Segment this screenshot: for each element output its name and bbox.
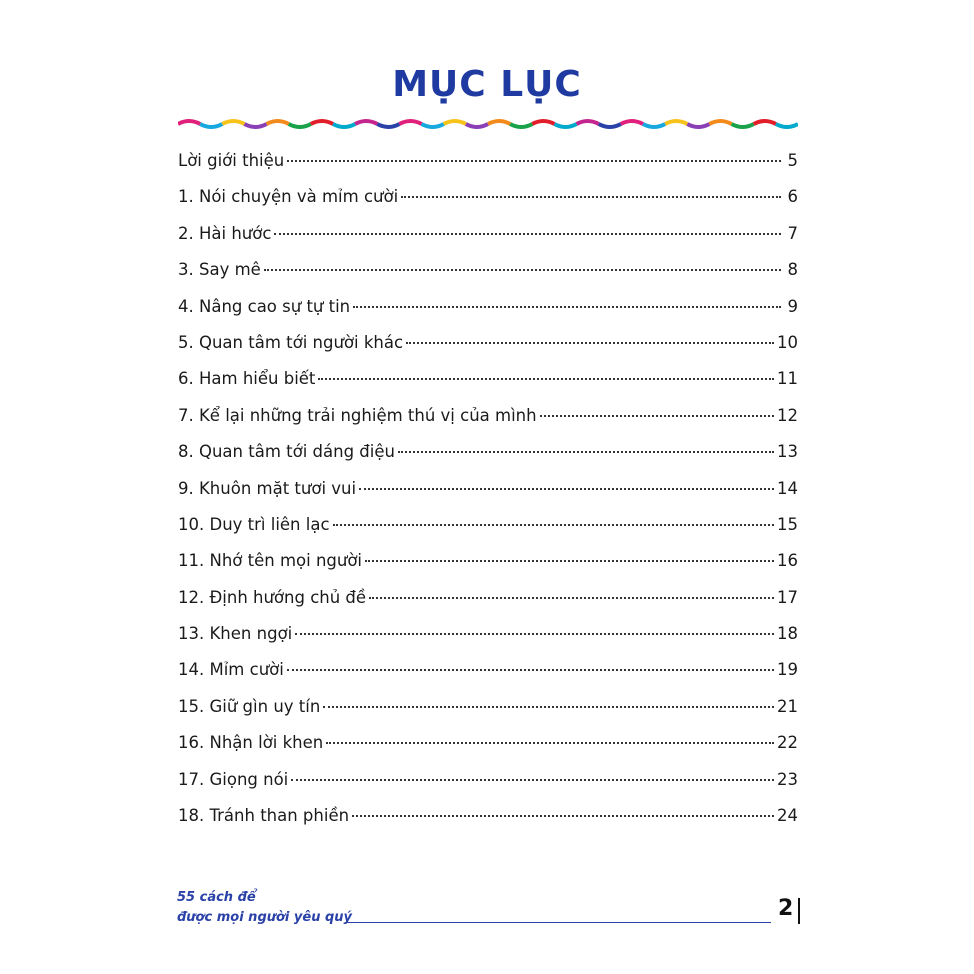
wave-segment bbox=[222, 121, 244, 124]
toc-entry-page: 16 bbox=[777, 551, 798, 571]
toc-entry bbox=[178, 224, 798, 260]
toc-dot-leader bbox=[287, 669, 774, 671]
toc-entry bbox=[178, 515, 798, 551]
toc-entry-label: 18. Tránh than phiền bbox=[178, 806, 350, 826]
wave-segment bbox=[599, 124, 621, 127]
decorative-wave-divider bbox=[178, 117, 798, 131]
table-of-contents bbox=[178, 151, 798, 842]
toc-entry-label: 13. Khen ngợi bbox=[178, 624, 293, 644]
toc-entry-label: 4. Nâng cao sự tự tin bbox=[178, 296, 351, 316]
wave-segment bbox=[311, 121, 333, 124]
wave-segment bbox=[377, 124, 399, 127]
wave-segment bbox=[643, 124, 665, 127]
toc-entry bbox=[178, 406, 798, 442]
wave-segment bbox=[709, 121, 731, 124]
wave-segment bbox=[200, 124, 222, 127]
toc-dot-leader bbox=[540, 415, 774, 417]
toc-entry-page: 17 bbox=[777, 587, 798, 607]
toc-entry bbox=[178, 187, 798, 223]
toc-entry-page: 12 bbox=[777, 405, 798, 425]
wave-segment bbox=[267, 121, 289, 124]
footer-page-number: 2 bbox=[778, 896, 794, 921]
toc-dot-leader bbox=[318, 378, 774, 380]
toc-entry bbox=[178, 151, 798, 187]
toc-entry-page: 19 bbox=[777, 660, 798, 680]
toc-entry-page: 11 bbox=[777, 369, 798, 389]
toc-entry-page: 24 bbox=[777, 806, 798, 826]
toc-entry bbox=[178, 624, 798, 660]
toc-dot-leader bbox=[352, 815, 774, 817]
toc-entry-page: 14 bbox=[777, 478, 798, 498]
toc-dot-leader bbox=[353, 306, 781, 308]
toc-entry-label: 17. Giọng nói bbox=[178, 769, 289, 789]
wave-segment bbox=[178, 121, 200, 124]
toc-entry bbox=[178, 369, 798, 405]
toc-dot-leader bbox=[369, 597, 774, 599]
toc-entry-page: 18 bbox=[777, 624, 798, 644]
footer-rule bbox=[347, 922, 771, 923]
toc-entry-label: 9. Khuôn mặt tươi vui bbox=[178, 478, 357, 498]
toc-entry-page: 10 bbox=[777, 332, 798, 352]
toc-entry-page: 23 bbox=[777, 769, 798, 789]
toc-entry-page: 13 bbox=[777, 442, 798, 462]
toc-entry-label: 10. Duy trì liên lạc bbox=[178, 514, 330, 534]
toc-entry bbox=[178, 297, 798, 333]
toc-dot-leader bbox=[365, 560, 774, 562]
wave-segment bbox=[510, 124, 532, 127]
toc-dot-leader bbox=[274, 233, 781, 235]
wave-segment bbox=[665, 121, 687, 124]
wave-segment bbox=[621, 121, 643, 124]
toc-dot-leader bbox=[295, 633, 774, 635]
wave-segment bbox=[244, 124, 266, 127]
toc-dot-leader bbox=[359, 488, 774, 490]
toc-dot-leader bbox=[264, 269, 781, 271]
toc-dot-leader bbox=[401, 196, 781, 198]
toc-entry bbox=[178, 588, 798, 624]
toc-entry-page: 5 bbox=[787, 151, 798, 170]
toc-entry-page: 15 bbox=[777, 514, 798, 534]
toc-entry-page: 8 bbox=[787, 260, 798, 280]
wave-segment bbox=[732, 124, 754, 127]
toc-entry-page: 6 bbox=[787, 187, 798, 207]
toc-dot-leader bbox=[287, 160, 781, 162]
wave-segment bbox=[422, 124, 444, 127]
toc-entry bbox=[178, 660, 798, 696]
toc-dot-leader bbox=[323, 706, 774, 708]
footer-title-line1: 55 cách để bbox=[177, 890, 256, 905]
toc-entry-label: 12. Định hướng chủ đề bbox=[178, 587, 367, 607]
footer-title-line2: được mọi người yêu quý bbox=[177, 910, 353, 925]
toc-entry-label: Lời giới thiệu bbox=[178, 151, 285, 170]
wave-segment bbox=[754, 121, 776, 124]
wave-segment bbox=[355, 121, 377, 124]
wave-segment bbox=[289, 124, 311, 127]
toc-entry-page: 22 bbox=[777, 733, 798, 753]
toc-entry-label: 5. Quan tâm tới người khác bbox=[178, 332, 404, 352]
toc-entry bbox=[178, 442, 798, 478]
toc-dot-leader bbox=[398, 451, 774, 453]
toc-dot-leader bbox=[333, 524, 774, 526]
page-title: MỤC LỤC bbox=[392, 64, 582, 105]
wave-segment bbox=[577, 121, 599, 124]
toc-entry-page: 7 bbox=[787, 223, 798, 243]
wave-segment bbox=[444, 121, 466, 124]
footer-page-bar bbox=[798, 898, 800, 924]
toc-entry-page: 21 bbox=[777, 696, 798, 716]
toc-entry bbox=[178, 479, 798, 515]
wave-segment bbox=[333, 124, 355, 127]
toc-entry bbox=[178, 260, 798, 296]
toc-entry-label: 3. Say mê bbox=[178, 260, 261, 280]
toc-entry-label: 1. Nói chuyện và mỉm cười bbox=[178, 187, 399, 207]
toc-entry-label: 15. Giữ gìn uy tín bbox=[178, 696, 321, 716]
toc-entry-label: 8. Quan tâm tới dáng điệu bbox=[178, 442, 395, 462]
toc-dot-leader bbox=[291, 779, 774, 781]
wave-segment bbox=[554, 124, 576, 127]
toc-entry-label: 11. Nhớ tên mọi người bbox=[178, 551, 363, 571]
footer-book-title bbox=[177, 888, 352, 928]
wave-segment bbox=[466, 124, 488, 127]
toc-entry bbox=[178, 806, 798, 842]
toc-dot-leader bbox=[326, 742, 774, 744]
toc-entry-page: 9 bbox=[787, 296, 798, 316]
toc-entry bbox=[178, 770, 798, 806]
toc-entry bbox=[178, 551, 798, 587]
toc-dot-leader bbox=[406, 342, 774, 344]
toc-entry-label: 7. Kể lại những trải nghiệm thú vị của mình bbox=[178, 405, 537, 425]
toc-entry-label: 14. Mỉm cười bbox=[178, 660, 284, 680]
toc-entry-label: 2. Hài hước bbox=[178, 223, 272, 243]
toc-entry bbox=[178, 333, 798, 369]
toc-entry bbox=[178, 697, 798, 733]
toc-entry bbox=[178, 733, 798, 769]
wave-segment bbox=[488, 121, 510, 124]
wave-segment bbox=[776, 124, 798, 127]
wave-segment bbox=[687, 124, 709, 127]
wave-segment bbox=[399, 121, 421, 124]
toc-entry-label: 16. Nhận lời khen bbox=[178, 733, 324, 753]
wave-segment bbox=[532, 121, 554, 124]
toc-entry-label: 6. Ham hiểu biết bbox=[178, 369, 316, 389]
